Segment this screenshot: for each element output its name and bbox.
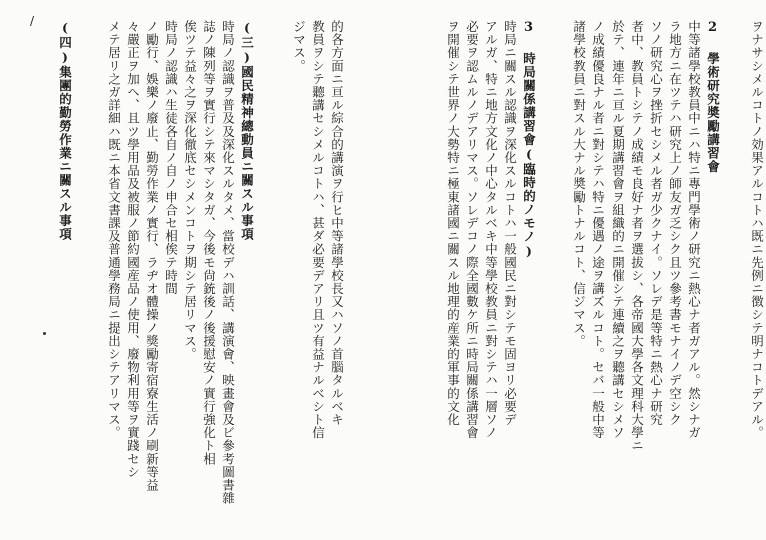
text-column: 諸學校教員ニ對スル大ナル奬勵トナルコト、信ジマス。 [571,20,587,348]
text-column: 誌ノ陳列等ヲ實行シテ來マシタガ、今後モ尙銃後ノ後援慰安ノ實行強化ト相 [201,20,217,466]
text-column: 俟ツテ益々之ヲ深化徹底セシメンコトヲ期シテ居リマス。 [182,20,198,361]
text-column: ノ成績優良ナル者ニ對シテハ特ニ優遇ノ途ヲ講ズルコト。セバ一般中等 [590,20,606,440]
section-heading: 時局關係講習會(臨時的ノモノ) [521,52,537,260]
text-column: 教員ヲシテ聽講セシメルコトハ、甚ダ必要デアリ且ツ有益ナルベシト信 [310,20,326,440]
text-column: アルガ、特ニ地方文化ノ中心タルベキ中等學校教員ニ對シテハ一層ソノ [483,20,499,440]
text-column: 必要ヲ認ムルノデアリマス。ソレデコノ際全國數ケ所ニ時局關係講習會 [464,20,480,440]
text-column: 於テ、連年ニ亘ル夏期講習會ヲ組織的ニ開催シテ連續之ヲ聽講セシメソ [610,20,626,440]
text-column: ソノ研究心ヲ挫折セシメル者ガ少クナイ。ソレデ是等特ニ熱心ナ研究 [648,20,664,427]
text-column: ノ勵行、娛樂ノ廢止、勤勞作業ノ實行、ラヂオ體操ノ獎勵寄宿寮生活ノ刷新等益 [144,20,160,492]
margin-slash-mark: / [30,14,35,28]
text-column: 者中、教員トシテノ成績モ良好ナ者ヲ選拔シ、各帝國大學各文理科大學ニ [629,20,645,453]
text-column: ラ地方ニ在ツテハ研究上ノ師友ガ乏シク且ツ參考書モナイノデ空シク [667,20,683,427]
text-column: 的各方面ニ亘ル綜合的講演ヲ行ヒ中等諸學校長又ハソノ首腦タルベキ [329,20,345,427]
text-column: ヲナサシメルコトノ効果アルコトハ既ニ先例ニ徴シテ明ナコトデアル。 [749,20,765,440]
section-heading: 學術研究奬勵講習會 [705,52,721,174]
margin-dot [43,332,46,335]
text-column: ジマス。 [291,20,307,73]
text-column: ヲ開催シテ世界ノ大勢特ニ極東諸國ニ關スル地理的産業的軍事的文化 [445,20,461,427]
section-heading: (四)集團的勤勞作業ニ關スル事項 [57,20,73,241]
text-column: 時局ニ關スル認識ヲ深化スルコトハ一般國民ニ對シテモ固ヨリ必要デ [502,20,518,427]
section-number: 3 [521,20,536,36]
text-column: 時局ノ認識ヲ普及及深化スルタメ、當校デハ訓話、講演會、映畫會及ビ參考圖書雜 [220,20,236,505]
section-heading: (三)國民精神總動員ニ關スル事項 [239,20,255,241]
text-column: 々嚴正ヲ加ヘ、且ツ學用品及被服ノ節約國産品ノ使用、廢物利用等ヲ實踐セシ [125,20,141,479]
section-number: 2 [705,20,720,36]
text-column: 時局ノ認識ハ生徒各自ノ自ノ申合セ相俟テ時間 [163,20,179,296]
text-column: メテ居リ之ガ詳細ハ既ニ本省文書課及普通學務局ニ提出シテアリマス。 [106,20,122,440]
text-column: 中等諸學校教員中ニハ特ニ專門學術ノ研究ニ熱心ナ者ガアル。然シナガ [686,20,702,440]
